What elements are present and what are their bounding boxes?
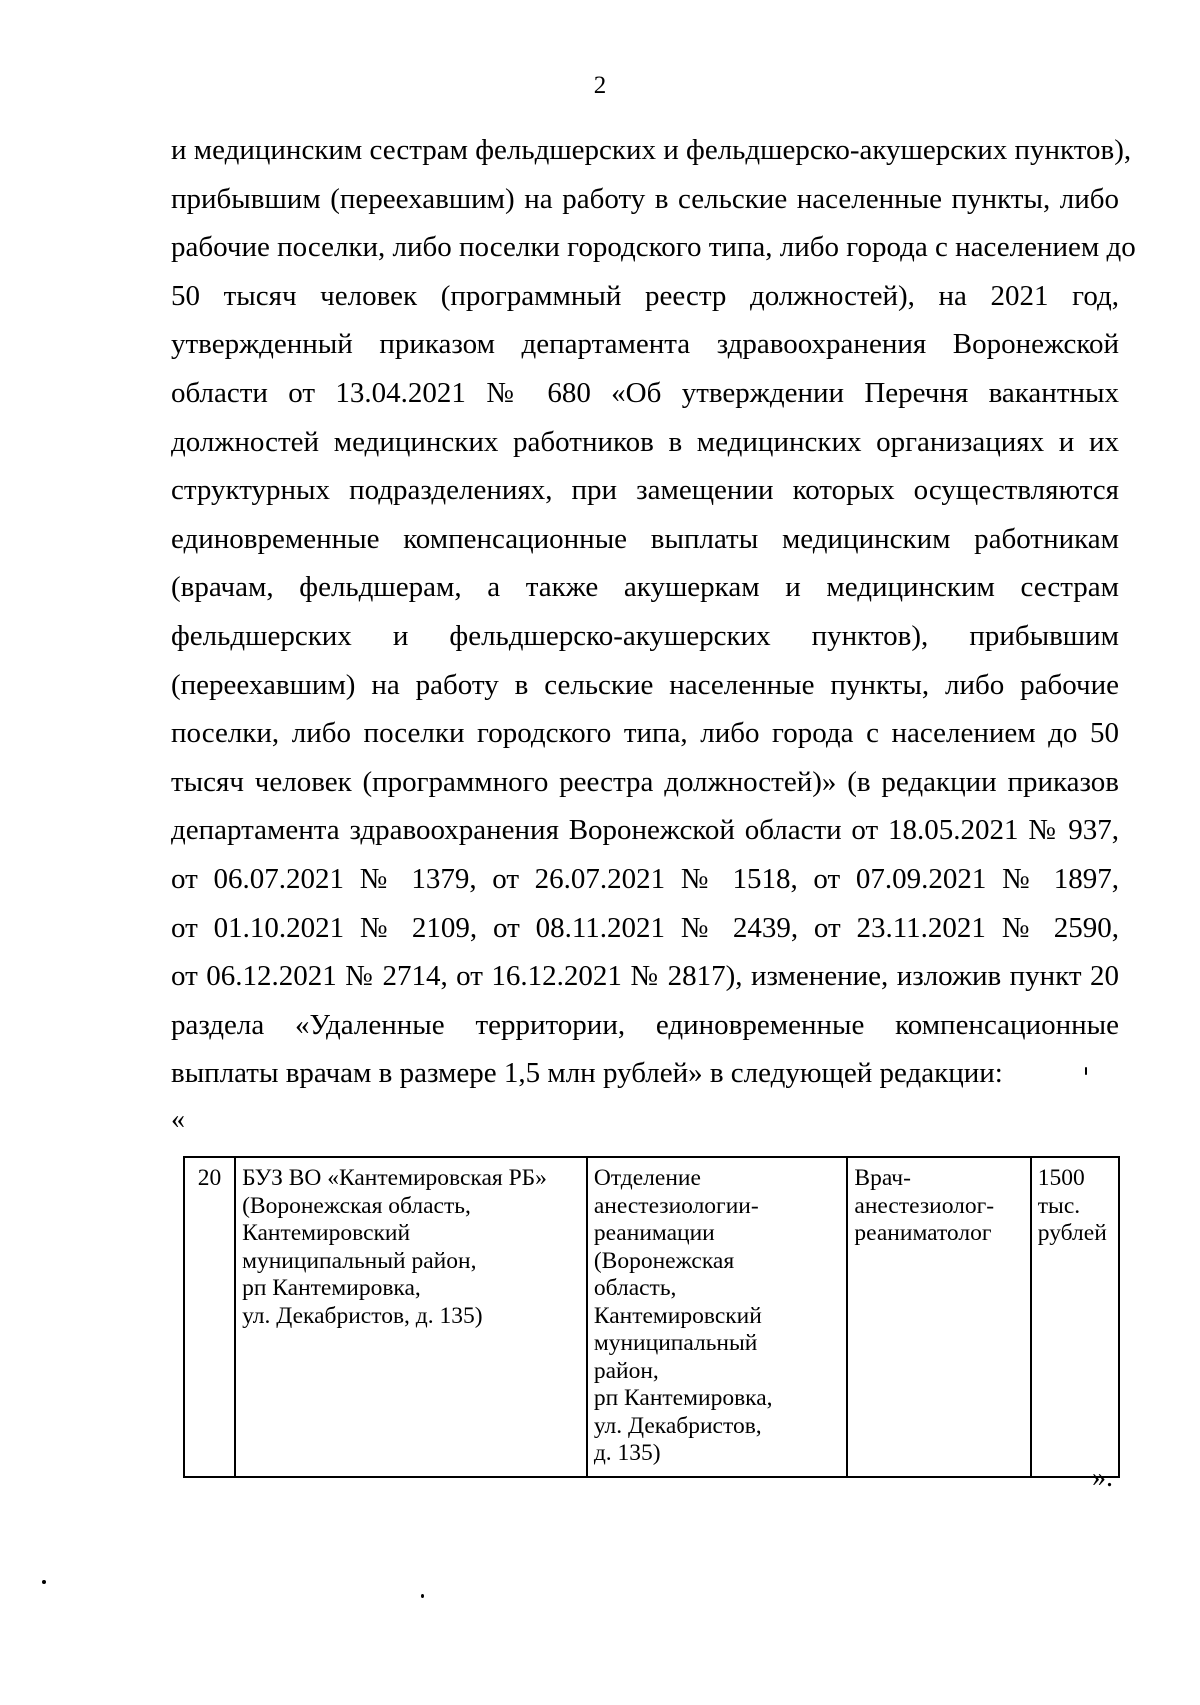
department-name: Отделение анестезиологии- реанимации (Воронежская область, Кантемировский муниципальный район, рп Кантемировка, ул. Декабристов, д. 135) (593, 1165, 773, 1466)
position-name: Врач- анестезиолог- реаниматолог (854, 1165, 995, 1246)
paragraph-line: департамента здравоохранения Воронежской области от 18.05.2021 № 937, (171, 814, 1119, 847)
paragraph-line: тысяч человек (программного реестра должностей)» (в редакции приказов (171, 765, 1119, 798)
amount-cell (1031, 1157, 1119, 1477)
paragraph-line: 50 тысяч человек (программный реестр должностей), на 2021 год, (171, 279, 1119, 312)
paragraph-line: от 06.12.2021 № 2714, от 16.12.2021 № 2817), изменение, изложив пункт 20 (171, 960, 1119, 993)
paragraph-line: фельдшерских и фельдшерско-акушерских пунктов), прибывшим (171, 619, 1119, 652)
row-number-cell (184, 1157, 235, 1477)
opening-quote-mark: « (171, 1104, 185, 1135)
paragraph-line: от 01.10.2021 № 2109, от 08.11.2021 № 2439, от 23.11.2021 № 2590, (171, 911, 1119, 944)
organization-cell (235, 1157, 587, 1477)
paragraph-line: утвержденный приказом департамента здравоохранения Воронежской (171, 328, 1119, 361)
payment-amount: 1500 тыс. рублей (1037, 1165, 1107, 1246)
page-number: 2 (593, 72, 607, 99)
registry-table (183, 1156, 1120, 1478)
department-cell (587, 1157, 848, 1477)
paragraph-line: от 06.07.2021 № 1379, от 26.07.2021 № 1518, от 07.09.2021 № 1897, (171, 862, 1119, 895)
paragraph-line: (врачам, фельдшерам, а также акушеркам и медицинским сестрам (171, 571, 1119, 604)
position-cell (847, 1157, 1030, 1477)
paragraph-line: единовременные компенсационные выплаты медицинским работникам (171, 522, 1119, 555)
paragraph-line: и медицинским сестрам фельдшерских и фельдшерско-акушерских пунктов), (171, 134, 1132, 166)
row-number: 20 (197, 1165, 222, 1191)
organization-name: БУЗ ВО «Кантемировская РБ» (Воронежская область, Кантемировский муниципальный район, рп Кантемировка, ул. Декабристов, д. 135) (242, 1165, 547, 1329)
closing-quote-mark: ». (1092, 1462, 1113, 1493)
scan-speck (42, 1580, 46, 1584)
paragraph-line: структурных подразделениях, при замещении которых осуществляются (171, 474, 1119, 507)
scan-speck (421, 1594, 424, 1598)
paragraph-line: области от 13.04.2021 № 680 «Об утверждении Перечня вакантных (171, 376, 1119, 409)
paragraph-line: должностей медицинских работников в медицинских организациях и их (171, 425, 1119, 458)
paragraph-line: выплаты врачам в размере 1,5 млн рублей» в следующей редакции: (171, 1057, 1003, 1090)
paragraph-line: рабочие поселки, либо поселки городского типа, либо города с населением до (171, 231, 1136, 264)
paragraph-line: поселки, либо поселки городского типа, либо города с населением до 50 (171, 717, 1119, 750)
paragraph-line: (переехавшим) на работу в сельские населенные пункты, либо рабочие (171, 668, 1119, 701)
scan-speck (1085, 1067, 1087, 1075)
paragraph-line: прибывшим (переехавшим) на работу в сельские населенные пункты, либо (171, 182, 1119, 215)
body-paragraph (171, 126, 1136, 1098)
paragraph-line: раздела «Удаленные территории, единовременные компенсационные (171, 1008, 1119, 1041)
table-row (184, 1157, 1119, 1477)
